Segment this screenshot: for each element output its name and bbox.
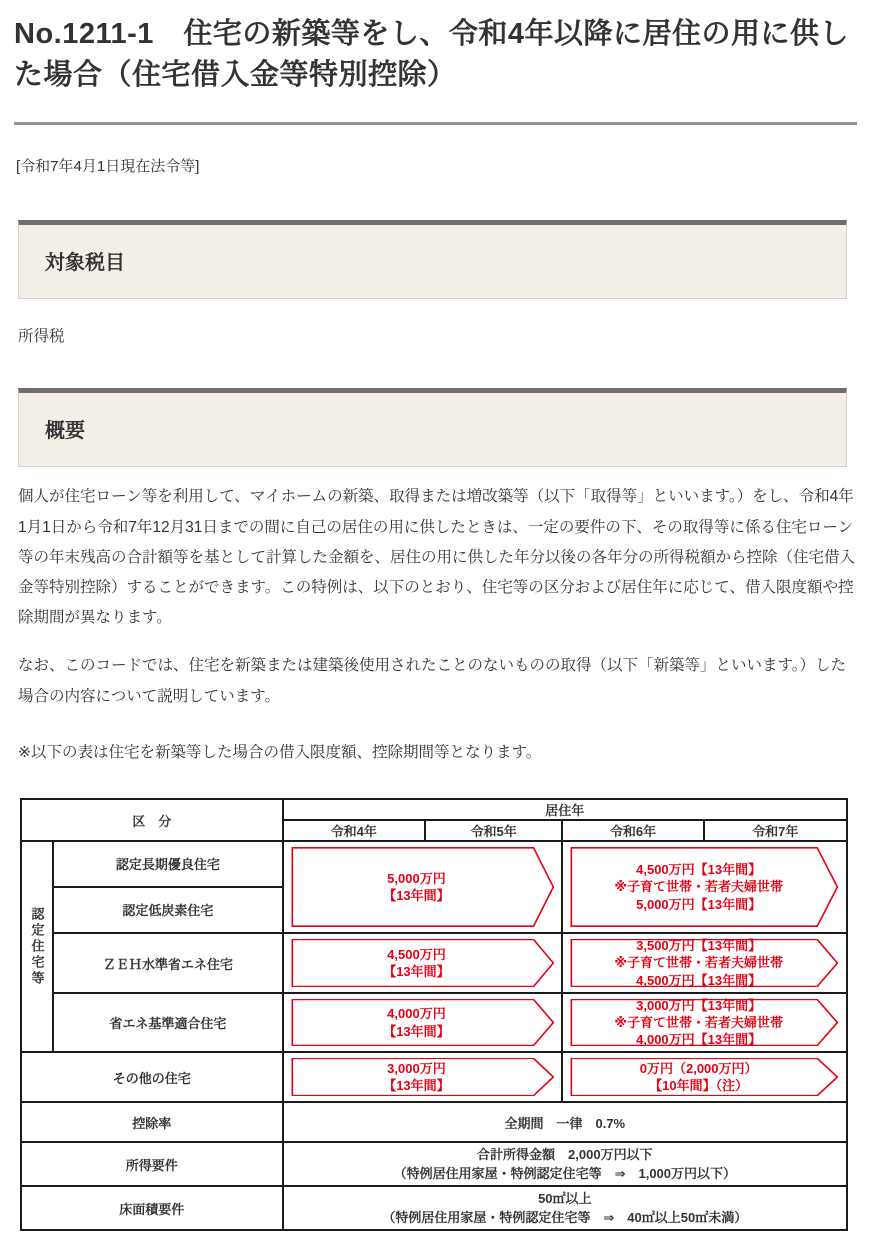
limit-cell-energy-r6r7 bbox=[562, 993, 847, 1052]
limit-arrow-other-early bbox=[291, 1058, 555, 1096]
floor-label-cell: 床面積要件 bbox=[21, 1186, 283, 1230]
section-box-overview bbox=[18, 388, 847, 467]
section-heading-target-tax: 対象税目 bbox=[45, 252, 125, 275]
cert-group-label: 認定住宅等 bbox=[29, 906, 45, 987]
target-tax-body: 所得税 bbox=[18, 328, 65, 346]
limit-cell-other-r4r5 bbox=[283, 1052, 563, 1102]
limit-arrow-text: 4,000万円 【13年間】 bbox=[383, 1006, 450, 1039]
title-divider bbox=[14, 122, 857, 125]
housing-type-cell-low-carbon: 認定低炭素住宅 bbox=[53, 887, 283, 934]
limit-cell-cert-r4r5 bbox=[283, 841, 563, 933]
law-date-note: [令和7年4月1日現在法令等] bbox=[16, 158, 200, 176]
cert-group-label-cell bbox=[21, 841, 53, 1052]
limit-arrow-energy-late bbox=[570, 999, 839, 1046]
limit-cell-zeh-r4r5 bbox=[283, 933, 563, 993]
income-value-cell: 合計所得金額 2,000万円以下 （特例居住用家屋・特例認定住宅等 ⇒ 1,000万円以下） bbox=[283, 1142, 847, 1186]
kyojunen-header-cell: 居住年 bbox=[283, 799, 847, 820]
limit-arrow-text: 5,000万円 【13年間】 bbox=[383, 870, 450, 904]
rate-value-cell: 全期間 一律 0.7% bbox=[283, 1102, 847, 1142]
year-header-r4: 令和4年 bbox=[283, 820, 425, 841]
year-header-r7: 令和7年 bbox=[704, 820, 847, 841]
kubun-header-cell: 区 分 bbox=[21, 799, 283, 841]
limit-arrow-zeh-late bbox=[570, 939, 839, 987]
housing-type-cell-other: その他の住宅 bbox=[21, 1052, 283, 1102]
limit-arrow-text: 3,000万円【13年間】 ※子育て世帯・若者夫婦世帯 4,000万円【13年間】 bbox=[614, 997, 783, 1048]
housing-type-cell-energy-std: 省エネ基準適合住宅 bbox=[53, 993, 283, 1052]
limit-arrow-other-late bbox=[570, 1058, 839, 1096]
limit-cell-energy-r4r5 bbox=[283, 993, 563, 1052]
housing-type-cell-zeh: ＺＥＨ水準省エネ住宅 bbox=[53, 933, 283, 993]
page-title: No.1211-1 住宅の新築等をし、令和4年以降に居住の用に供した場合（住宅借入金等特別控除） bbox=[14, 18, 850, 92]
income-label-cell: 所得要件 bbox=[21, 1142, 283, 1186]
floor-value-cell: 50㎡以上 （特例居住用家屋・特例認定住宅等 ⇒ 40㎡以上50㎡未満） bbox=[283, 1186, 847, 1230]
limit-arrow-text: 4,500万円【13年間】 ※子育て世帯・若者夫婦世帯 5,000万円【13年間】 bbox=[614, 862, 783, 912]
overview-paragraph-1: 個人が住宅ローン等を利用して、マイホームの新築、取得または増改築等（以下「取得等」といいます。）をし、令和4年1月1日から令和7年12月31日までの間に自己の居住の用に供したときは、一定の要件の下、その取得等に係る住宅ローン等の年末残高の合計額等を基として計算した金額を、居住の用に供した年分以後の各年分の所得税額から控除（住宅借入金等特別控除）することができます。この特例は、以下のとおり、住宅等の区分および居住年に応じて、借入限度額や控除期間が異なります。 bbox=[18, 488, 856, 627]
year-header-r5: 令和5年 bbox=[425, 820, 562, 841]
limit-arrow-text: 0万円（2,000万円） 【10年間】（注） bbox=[639, 1060, 758, 1094]
limit-arrow-text: 3,000万円 【13年間】 bbox=[383, 1060, 450, 1094]
year-header-r6: 令和6年 bbox=[562, 820, 703, 841]
limit-arrow-text: 4,500万円 【13年間】 bbox=[383, 946, 450, 980]
limit-cell-other-r6r7 bbox=[562, 1052, 847, 1102]
limit-arrow-zeh-early bbox=[291, 939, 555, 987]
rate-label-cell: 控除率 bbox=[21, 1102, 283, 1142]
limit-cell-zeh-r6r7 bbox=[562, 933, 847, 993]
limit-cell-cert-r6r7 bbox=[562, 841, 847, 933]
limit-arrow-text: 3,500万円【13年間】 ※子育て世帯・若者夫婦世帯 4,500万円【13年間】 bbox=[614, 938, 783, 988]
housing-type-cell-long-term: 認定長期優良住宅 bbox=[53, 841, 283, 886]
overview-paragraph-3: ※以下の表は住宅を新築等した場合の借入限度額、控除期間等となります。 bbox=[18, 743, 542, 761]
section-heading-overview: 概要 bbox=[45, 420, 85, 443]
limit-arrow-cert-early bbox=[291, 847, 555, 927]
overview-paragraph-2: なお、このコードでは、住宅を新築または建築後使用されたことのないものの取得（以下「新築等」といいます。）した場合の内容について説明しています。 bbox=[18, 657, 847, 705]
section-box-target-tax bbox=[18, 220, 847, 299]
limit-arrow-cert-late bbox=[570, 847, 839, 927]
limit-arrow-energy-early bbox=[291, 999, 555, 1046]
loan-limit-table bbox=[20, 798, 848, 1231]
